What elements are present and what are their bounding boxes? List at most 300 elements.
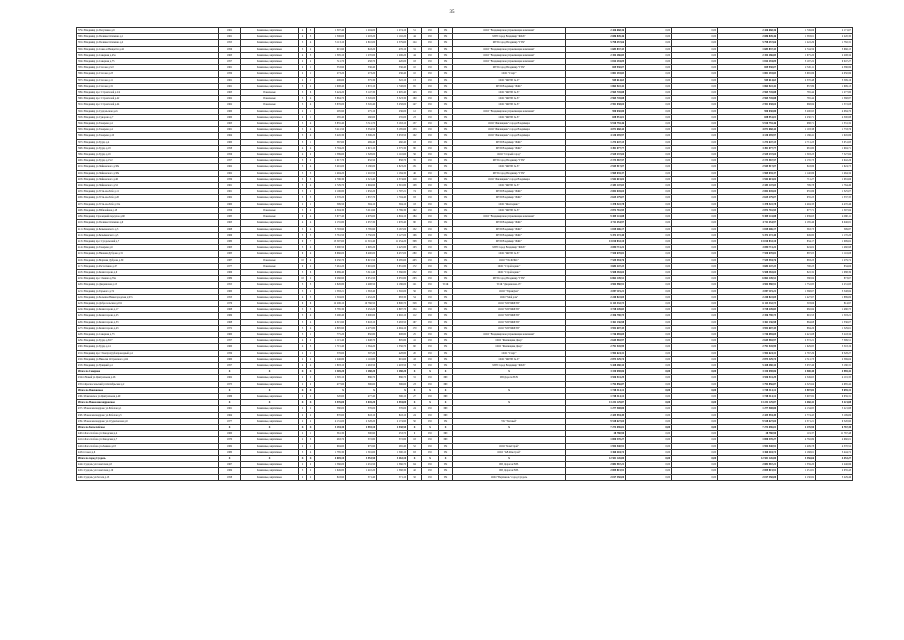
- budget-cost-cell: 0,00: [672, 28, 718, 34]
- total-cost-cell: 4 711 454,97: [566, 220, 626, 226]
- residential-area-cell: 236,00: [377, 108, 408, 114]
- program-cell: РО: [422, 437, 439, 443]
- wall-material-cell: X: [241, 387, 299, 393]
- living-area-cell: 372,80: [346, 437, 377, 443]
- year-cell: 1985: [219, 214, 241, 220]
- entrances-cell: 2: [307, 288, 315, 294]
- management-type-cell: УК: [439, 121, 453, 127]
- max-unit-cost-cell: 5 051,83: [816, 139, 853, 145]
- wall-material-cell: Каменные, кирпичные: [241, 412, 299, 418]
- floors-cell: 5: [299, 232, 307, 238]
- total-area-cell: 477,60: [315, 381, 346, 387]
- organization-cell: ООО "Владимирская управляющая компания": [453, 214, 566, 220]
- fund-cost-cell: 0,00: [626, 350, 672, 356]
- living-area-cell: 300,90: [346, 431, 377, 437]
- floors-cell: 2: [299, 59, 307, 65]
- entrances-cell: 2: [307, 381, 315, 387]
- budget-cost-cell: 0,00: [672, 108, 718, 114]
- entrances-cell: 2: [307, 276, 315, 282]
- owners-cost-cell: 6 862 149,51: [718, 276, 778, 282]
- program-cell: РО: [422, 263, 439, 269]
- max-unit-cost-cell: 3 199,69: [816, 412, 853, 418]
- max-unit-cost-cell: 1 372,08: [816, 102, 853, 108]
- residents-cell: 44: [408, 34, 422, 40]
- year-cell: 1983: [219, 251, 241, 257]
- residents-cell: 196: [408, 232, 422, 238]
- living-area-cell: 3 252,20: [346, 307, 377, 313]
- floors-cell: 5: [299, 40, 307, 46]
- year-cell: 1962: [219, 96, 241, 102]
- address-cell: 428 г.Владимир ул.Северная д.73: [77, 331, 219, 337]
- fund-cost-cell: 0,00: [626, 356, 672, 362]
- living-area-cell: 1 270,60: [346, 52, 377, 58]
- entrances-cell: 2: [307, 59, 315, 65]
- floors-cell: 5: [299, 170, 307, 176]
- wall-material-cell: Панельные: [241, 96, 299, 102]
- floors-cell: 5: [299, 195, 307, 201]
- total-cost-cell: 3 361 136,98: [566, 319, 626, 325]
- address-cell: 443 п.Сокол д.6: [77, 449, 219, 455]
- wall-material-cell: Каменные, кирпичные: [241, 164, 299, 170]
- owners-cost-cell: 9 518 627,04: [718, 418, 778, 424]
- residential-area-cell: 3 263,10: [377, 456, 408, 462]
- living-area-cell: 650,80: [346, 331, 377, 337]
- residents-cell: 64: [408, 462, 422, 468]
- budget-cost-cell: 0,00: [672, 52, 718, 58]
- address-cell: 430 г.Владимир ул.Труда д.14: [77, 344, 219, 350]
- owners-cost-cell: 5 508 383,04: [718, 269, 778, 275]
- organization-cell: ООО "ЖРЭП № 8": [453, 164, 566, 170]
- total-area-cell: 9 266,90: [315, 276, 346, 282]
- max-unit-cost-cell: 4 300,88: [816, 114, 853, 120]
- wall-material-cell: X: [241, 456, 299, 462]
- max-unit-cost-cell: 9 659,31: [816, 393, 853, 399]
- address-cell: 393 г.Владимир ул.Суворова д.7: [77, 114, 219, 120]
- budget-cost-cell: 0,00: [672, 443, 718, 449]
- residents-cell: 32: [408, 474, 422, 480]
- year-cell: 1957: [219, 338, 241, 344]
- total-cost-cell: 2 097 119,21: [566, 288, 626, 294]
- total-area-cell: 3 090,50: [315, 245, 346, 251]
- budget-cost-cell: 0,00: [672, 164, 718, 170]
- owners-cost-cell: 1 277 508,80: [718, 406, 778, 412]
- total-cost-cell: 3 360 404,74: [566, 449, 626, 455]
- entrances-cell: 1: [307, 350, 315, 356]
- living-area-cell: 1 203,20: [346, 34, 377, 40]
- living-area-cell: 3 045,20: [346, 400, 377, 406]
- residential-area-cell: 1 206,20: [377, 52, 408, 58]
- max-unit-cost-cell: 1 081,66: [816, 176, 853, 182]
- floors-cell: 4: [299, 145, 307, 151]
- total-area-cell: 5 677,40: [315, 214, 346, 220]
- owners-cost-cell: 2 625 279,07: [718, 195, 778, 201]
- residents-cell: 131: [408, 164, 422, 170]
- program-cell: РО: [422, 362, 439, 368]
- wall-material-cell: Каменные, кирпичные: [241, 201, 299, 207]
- total-cost-cell: 2 945 917,07: [566, 164, 626, 170]
- total-area-cell: 915,90: [315, 46, 346, 52]
- floors-cell: 5: [299, 127, 307, 133]
- entrances-cell: 3: [307, 195, 315, 201]
- management-type-cell: УК: [439, 300, 453, 306]
- address-cell: 405 г.Владимир ул.Усти-на-Лабе д.11: [77, 189, 219, 195]
- organization-cell: ООО "ЖРЭП № 8": [453, 114, 566, 120]
- organization-cell: X: [453, 456, 566, 462]
- address-cell: 431 г.Владимир пр-т Электротрубопроводный д.4: [77, 350, 219, 356]
- residential-area-cell: 805,80: [377, 338, 408, 344]
- fund-cost-cell: 0,00: [626, 313, 672, 319]
- owners-cost-cell: 2 435 994,49: [718, 412, 778, 418]
- address-cell: 394 г.Владимир ул.Токарева д.4: [77, 121, 219, 127]
- organization-cell: ООО "Старт": [453, 350, 566, 356]
- total-cost-cell: 2 529 237,04: [566, 152, 626, 158]
- management-type-cell: УК: [439, 307, 453, 313]
- residential-area-cell: 6 457,00: [377, 251, 408, 257]
- owners-cost-cell: 2 791 545,99: [718, 344, 778, 350]
- budget-cost-cell: 0,00: [672, 449, 718, 455]
- year-cell: 1982: [219, 443, 241, 449]
- total-area-cell: 599,50: [315, 201, 346, 207]
- residents-cell: 132: [408, 226, 422, 232]
- fund-cost-cell: 0,00: [626, 245, 672, 251]
- owners-cost-cell: 3 952 607,35: [718, 325, 778, 331]
- management-type-cell: УК: [439, 251, 453, 257]
- owners-cost-cell: 1 969 035,37: [718, 170, 778, 176]
- entrances-cell: 4: [307, 319, 315, 325]
- program-cell: РО: [422, 220, 439, 226]
- total-area-cell: 3 876,00: [315, 102, 346, 108]
- budget-cost-cell: 0,00: [672, 245, 718, 251]
- max-unit-cost-cell: 4 084,70: [816, 108, 853, 114]
- floors-cell: X: [299, 387, 307, 393]
- year-cell: 1961: [219, 34, 241, 40]
- entrances-cell: 4: [307, 164, 315, 170]
- year-cell: 1961: [219, 406, 241, 412]
- budget-cost-cell: 0,00: [672, 214, 718, 220]
- unit-cost-cell: 883,23: [778, 257, 816, 263]
- total-cost-cell: 2 356 790,75: [566, 313, 626, 319]
- wall-material-cell: Каменные, кирпичные: [241, 449, 299, 455]
- max-unit-cost-cell: 2 569,04: [816, 356, 853, 362]
- address-cell: 389 г.Владимир пр-т Строителей д.2/4: [77, 90, 219, 96]
- program-cell: РО: [422, 90, 439, 96]
- living-area-cell: 1 048,70: [346, 338, 377, 344]
- residents-cell: 124: [408, 40, 422, 46]
- owners-cost-cell: 3 556 941,29: [718, 375, 778, 381]
- total-cost-cell: 1 969 035,37: [566, 170, 626, 176]
- unit-cost-cell: 864,68: [778, 319, 816, 325]
- entrances-cell: 4: [307, 207, 315, 213]
- residential-area-cell: 3 185,60: [377, 127, 408, 133]
- fund-cost-cell: 0,00: [626, 443, 672, 449]
- living-area-cell: 469,40: [346, 139, 377, 145]
- living-area-cell: 975,90: [346, 443, 377, 449]
- entrances-cell: 4: [307, 313, 315, 319]
- floors-cell: 5: [299, 183, 307, 189]
- year-cell: 1960: [219, 344, 241, 350]
- organization-cell: ООО "КомСтрой": [453, 443, 566, 449]
- total-cost-cell: 1 794 856,87: [566, 381, 626, 387]
- address-cell: 415 г.Владимир ул.Нижняя Дуброва д.31: [77, 251, 219, 257]
- owners-cost-cell: 1 594 624,31: [718, 350, 778, 356]
- organization-cell: ООО "Старый город": [453, 152, 566, 158]
- year-cell: 1959: [219, 350, 241, 356]
- address-cell: Итого по Павловское: [77, 387, 219, 393]
- living-area-cell: X: [346, 387, 377, 393]
- total-area-cell: X: [315, 387, 346, 393]
- residents-cell: 20: [408, 350, 422, 356]
- residents-cell: X: [408, 387, 422, 393]
- year-cell: 1963: [219, 220, 241, 226]
- owners-cost-cell: 949 614,63: [718, 77, 778, 83]
- address-cell: 384 г.Владимир ул.Северная д.75: [77, 59, 219, 65]
- residents-cell: 23: [408, 114, 422, 120]
- residential-area-cell: 2 905,40: [377, 90, 408, 96]
- floors-cell: 2: [299, 114, 307, 120]
- management-type-cell: ИП: [439, 393, 453, 399]
- owners-cost-cell: 3 360 404,74: [718, 449, 778, 455]
- management-type-cell: УК: [439, 468, 453, 474]
- unit-cost-cell: 4 782,89: [778, 437, 816, 443]
- unit-cost-cell: 834,17: [778, 238, 816, 244]
- max-unit-cost-cell: 599,87: [816, 226, 853, 232]
- entrances-cell: 2: [307, 338, 315, 344]
- fund-cost-cell: 0,00: [626, 77, 672, 83]
- year-cell: 1977: [219, 418, 241, 424]
- fund-cost-cell: 0,00: [626, 65, 672, 71]
- organization-cell: ИП Дороги Н.Н.: [453, 375, 566, 381]
- management-type-cell: УК: [439, 96, 453, 102]
- living-area-cell: 8 615,50: [346, 257, 377, 263]
- year-cell: 1961: [219, 28, 241, 34]
- unit-cost-cell: 2 549,65: [778, 375, 816, 381]
- organization-cell: ООО "ЖРЭП № 9": [453, 77, 566, 83]
- residential-area-cell: 428,80: [377, 350, 408, 356]
- wall-material-cell: Каменные, кирпичные: [241, 474, 299, 480]
- residential-area-cell: 594,10: [377, 201, 408, 207]
- wall-material-cell: Каменные, кирпичные: [241, 127, 299, 133]
- program-cell: РО: [422, 96, 439, 102]
- address-cell: 438 с.Новоалександрово ул.Рабочая д.3: [77, 412, 219, 418]
- residential-area-cell: 372,80: [377, 437, 408, 443]
- owners-cost-cell: 3 491 077,77: [718, 145, 778, 151]
- living-area-cell: 1 872,10: [346, 83, 377, 89]
- total-cost-cell: 6 862 149,51: [566, 276, 626, 282]
- wall-material-cell: Каменные, кирпичные: [241, 437, 299, 443]
- unit-cost-cell: 2 409,78: [778, 443, 816, 449]
- residents-cell: 143: [408, 90, 422, 96]
- fund-cost-cell: 0,00: [626, 121, 672, 127]
- residents-cell: 56: [408, 288, 422, 294]
- total-area-cell: 1 306,60: [315, 34, 346, 40]
- living-area-cell: 10 766,50: [346, 300, 377, 306]
- wall-material-cell: Каменные, кирпичные: [241, 121, 299, 127]
- unit-cost-cell: 2 185,46: [778, 220, 816, 226]
- year-cell: 1972: [219, 325, 241, 331]
- management-type-cell: УК: [439, 226, 453, 232]
- unit-cost-cell: 119,37: [778, 431, 816, 437]
- residents-cell: 35: [408, 158, 422, 164]
- residential-area-cell: 3 163,10: [377, 121, 408, 127]
- program-cell: РО: [422, 65, 439, 71]
- fund-cost-cell: 0,00: [626, 34, 672, 40]
- max-unit-cost-cell: 3 229,46: [816, 474, 853, 480]
- fund-cost-cell: 0,00: [626, 207, 672, 213]
- organization-cell: ООО "ЖРЭП № 8": [453, 90, 566, 96]
- organization-cell: МУП город Владимир "ГУК": [453, 65, 566, 71]
- budget-cost-cell: 0,00: [672, 431, 718, 437]
- address-cell: 420 г.Владимир ул.Дворянская д.15: [77, 282, 219, 288]
- max-unit-cost-cell: 1 782,31: [816, 40, 853, 46]
- address-cell: 391 г.Владимир пр-т Строителей д.44: [77, 102, 219, 108]
- total-area-cell: 1 305,20: [315, 369, 346, 375]
- total-cost-cell: 4 130 495,97: [566, 133, 626, 139]
- residents-cell: 192: [408, 207, 422, 213]
- unit-cost-cell: 1 749,66: [778, 28, 816, 34]
- entrances-cell: 4: [307, 214, 315, 220]
- total-cost-cell: 2 625 279,07: [566, 195, 626, 201]
- total-cost-cell: 5 472 272,40: [566, 232, 626, 238]
- address-cell: 386 г.Владимир ул.Стасова д.23: [77, 71, 219, 77]
- living-area-cell: 843,10: [346, 412, 377, 418]
- floors-cell: X: [299, 369, 307, 375]
- unit-cost-cell: 2 168,61: [778, 449, 816, 455]
- year-cell: 1959: [219, 71, 241, 77]
- total-cost-cell: 5 428 480,34: [566, 362, 626, 368]
- total-area-cell: 1 803,10: [315, 362, 346, 368]
- max-unit-cost-cell: 5 221,88: [816, 400, 853, 406]
- floors-cell: 4: [299, 34, 307, 40]
- program-cell: РО: [422, 108, 439, 114]
- total-area-cell: 1 504,00: [315, 294, 346, 300]
- program-cell: РО: [422, 145, 439, 151]
- total-area-cell: 1 246,80: [315, 356, 346, 362]
- total-cost-cell: 2 002 045,04: [566, 189, 626, 195]
- program-cell: РО: [422, 127, 439, 133]
- living-area-cell: 576,00: [346, 406, 377, 412]
- max-unit-cost-cell: 4 050,99: [816, 71, 853, 77]
- fund-cost-cell: 0,00: [626, 170, 672, 176]
- organization-cell: ООО "УправДом": [453, 288, 566, 294]
- management-type-cell: УК: [439, 276, 453, 282]
- floors-cell: 9: [299, 214, 307, 220]
- residential-area-cell: 396,10: [377, 393, 408, 399]
- residential-area-cell: 2 575,30: [377, 145, 408, 151]
- max-unit-cost-cell: 2 220,30: [816, 34, 853, 40]
- owners-cost-cell: 829 930,07: [718, 65, 778, 71]
- organization-cell: МУП Владимир "ЖКС": [453, 145, 566, 151]
- budget-cost-cell: 0,00: [672, 139, 718, 145]
- program-cell: РО: [422, 406, 439, 412]
- entrances-cell: 1: [307, 431, 315, 437]
- year-cell: 1984: [219, 468, 241, 474]
- wall-material-cell: Каменные, кирпичные: [241, 300, 299, 306]
- organization-cell: МУП Владимир "ЖКС": [453, 238, 566, 244]
- management-type-cell: УК: [439, 170, 453, 176]
- wall-material-cell: Каменные, кирпичные: [241, 418, 299, 424]
- fund-cost-cell: 0,00: [626, 288, 672, 294]
- max-unit-cost-cell: 3 444,72: [816, 449, 853, 455]
- program-cell: РО: [422, 207, 439, 213]
- entrances-cell: 1: [307, 108, 315, 114]
- address-cell: 411 г.Владимир ул.Безыменского д.3: [77, 226, 219, 232]
- year-cell: 1963: [219, 121, 241, 127]
- budget-cost-cell: 0,00: [672, 294, 718, 300]
- residential-area-cell: 1 288,20: [377, 369, 408, 375]
- entrances-cell: X: [307, 425, 315, 431]
- max-unit-cost-cell: 9 328,27: [816, 350, 853, 356]
- management-type-cell: УК: [439, 325, 453, 331]
- unit-cost-cell: 2 744,59: [778, 46, 816, 52]
- total-area-cell: 843,90: [315, 474, 346, 480]
- total-cost-cell: 1 478 522,78: [566, 201, 626, 207]
- owners-cost-cell: 9 309 141,88: [718, 214, 778, 220]
- total-cost-cell: 2 183 147,03: [566, 183, 626, 189]
- budget-cost-cell: 0,00: [672, 300, 718, 306]
- residents-cell: 65: [408, 83, 422, 89]
- entrances-cell: 4: [307, 325, 315, 331]
- unit-cost-cell: 2 494,33: [778, 201, 816, 207]
- budget-cost-cell: 0,00: [672, 59, 718, 65]
- residents-cell: 134: [408, 307, 422, 313]
- fund-cost-cell: 0,00: [626, 176, 672, 182]
- floors-cell: 5: [299, 288, 307, 294]
- total-cost-cell: 1 748 314,12: [566, 393, 626, 399]
- program-cell: РО: [422, 276, 439, 282]
- organization-cell: МУП Владимир "ЖКС": [453, 139, 566, 145]
- floors-cell: 4: [299, 362, 307, 368]
- fund-cost-cell: 0,00: [626, 226, 672, 232]
- residents-cell: 50: [408, 418, 422, 424]
- unit-cost-cell: 2 372,21: [778, 338, 816, 344]
- wall-material-cell: Панельные: [241, 263, 299, 269]
- owners-cost-cell: 1 801 293,83: [718, 71, 778, 77]
- address-cell: 403 г.Владимир ул.Чайковского д.46: [77, 176, 219, 182]
- budget-cost-cell: 0,00: [672, 114, 718, 120]
- living-area-cell: 8 400,00: [346, 251, 377, 257]
- owners-cost-cell: 2 873 329,74: [718, 356, 778, 362]
- management-type-cell: УК: [439, 207, 453, 213]
- organization-cell: ООО "ЖРЭП № 8": [453, 251, 566, 257]
- owners-cost-cell: 12 501 126,80: [718, 456, 778, 462]
- residents-cell: X: [408, 456, 422, 462]
- residential-area-cell: 2 594,00: [377, 400, 408, 406]
- living-area-cell: 3 785,90: [346, 226, 377, 232]
- entrances-cell: 6: [307, 269, 315, 275]
- max-unit-cost-cell: 1 994,71: [816, 145, 853, 151]
- year-cell: 1960: [219, 201, 241, 207]
- residential-area-cell: 2 186,00: [377, 282, 408, 288]
- residential-area-cell: 1 704,40: [377, 195, 408, 201]
- floors-cell: 10: [299, 257, 307, 263]
- residents-cell: 308: [408, 238, 422, 244]
- program-cell: РО: [422, 121, 439, 127]
- address-cell: 385 г.Владимир ул.Стасова д.5/2: [77, 65, 219, 71]
- residents-cell: 31: [408, 375, 422, 381]
- max-unit-cost-cell: 3 599,16: [816, 77, 853, 83]
- owners-cost-cell: 2 872 716,95: [718, 207, 778, 213]
- year-cell: 1963: [219, 90, 241, 96]
- fund-cost-cell: 0,00: [626, 238, 672, 244]
- address-cell: 395 г.Владимир ул.Токарева д.4: [77, 127, 219, 133]
- living-area-cell: 1 288,20: [346, 369, 377, 375]
- budget-cost-cell: 0,00: [672, 90, 718, 96]
- address-cell: 409 г.Владимир Стрелецкий переулок д.60: [77, 214, 219, 220]
- entrances-cell: 1: [307, 331, 315, 337]
- total-cost-cell: 2 354 286,85: [566, 52, 626, 58]
- fund-cost-cell: 0,00: [626, 28, 672, 34]
- management-type-cell: X: [439, 369, 453, 375]
